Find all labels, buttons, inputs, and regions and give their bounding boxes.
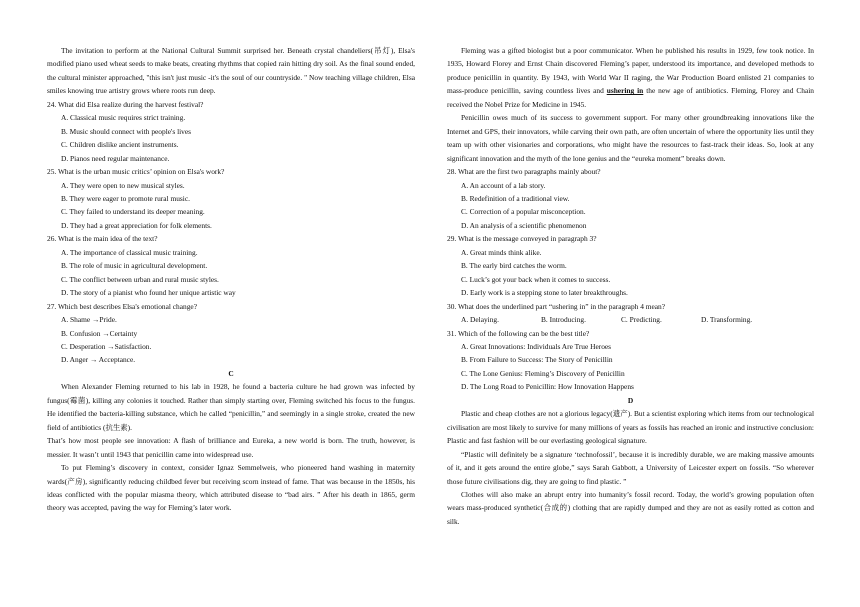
p4-text-after: the new age of antibiotics. Fleming, Florey and Chain received the Nobel Prize for Medicine in 1945. <box>447 86 814 109</box>
q26-option-b[interactable]: B. The role of music in agricultural development. <box>61 261 208 271</box>
q25-option-a[interactable]: A. They were open to new musical styles. <box>61 180 185 190</box>
question-29: 29. What is the message conveyed in paragraph 3? <box>447 234 597 244</box>
question-31: 31. Which of the following can be the best title? <box>447 328 590 338</box>
q25-option-c[interactable]: C. They failed to understand its deeper meaning. <box>61 207 205 217</box>
q26-option-a[interactable]: A. The importance of classical music training. <box>61 247 198 257</box>
q31-option-a[interactable]: A. Great Innovations: Individuals Are True Heroes <box>461 341 612 351</box>
q27-option-c[interactable]: C. Desperation →Satisfaction. <box>61 341 152 351</box>
q24-option-a[interactable]: A. Classical music requires strict training. <box>61 113 186 123</box>
passage-d-paragraph-2: “Plastic will definitely be a signature ‘technofossil’, because it is incredibly durable, we are making massive amounts of it, and it gets around the entire globe,” says Sarah Gabbott, a University of Leicester expert on fossils. “So wherever those future civilisations dig, they are going to find plastic. ” <box>447 449 814 486</box>
q27-option-d[interactable]: D. Anger → Acceptance. <box>61 355 136 365</box>
passage-c-paragraph-5: Penicillin owes much of its success to government support. For many other groundbreaking innovations like the Internet and GPS, their innovators, while carving their own path, are often uncertain of where the opportunity lies until they team up with other visionaries and corporations, who might have the resources to fast-track their ideas. So, look at any significant innovation and the myth of the lone genius and the “eureka moment” breaks down. <box>447 113 814 163</box>
q27-option-a[interactable]: A. Shame →Pride. <box>61 315 117 325</box>
q24-option-d[interactable]: D. Pianos need regular maintenance. <box>61 153 170 163</box>
q30-option-d[interactable]: D. Transforming. <box>701 315 753 325</box>
q28-option-c[interactable]: C. Correction of a popular misconception. <box>461 207 586 217</box>
q29-option-c[interactable]: C. Luck’s got your back when it comes to success. <box>461 274 611 284</box>
left-column <box>47 44 415 515</box>
q31-option-b[interactable]: B. From Failure to Success: The Story of Penicillin <box>461 355 613 365</box>
q26-option-d[interactable]: D. The story of a pianist who found her unique artistic way <box>61 288 236 298</box>
q30-option-b[interactable]: B. Introducing. <box>541 315 586 325</box>
question-25: 25. What is the urban music critics’ opinion on Elsa's work? <box>47 167 225 177</box>
q31-option-c[interactable]: C. The Lone Genius: Fleming’s Discovery of Penicillin <box>461 368 625 378</box>
question-28: 28. What are the first two paragraphs mainly about? <box>447 167 601 177</box>
q25-option-b[interactable]: B. They were eager to promote rural music. <box>61 193 190 203</box>
q28-option-d[interactable]: D. An analysis of a scientific phenomenon <box>461 220 587 230</box>
passage-c-paragraph-3: To put Fleming’s discovery in context, consider Ignaz Semmelweis, who pioneered hand washing in maternity wards(产房), significantly reducing childbed fever but receiving scorn instead of fame. That was because in the 1850s, his ideas conflicted with the popular miasma theory, which attributed disease to “bad airs. ” After his death in 1865, germ theory was accepted, paving the way for Fleming’s later work. <box>47 463 415 513</box>
section-c-heading: C <box>228 368 234 378</box>
underlined-phrase: ushering in <box>606 86 644 96</box>
question-30: 30. What does the underlined part “ushering in” in the paragraph 4 mean? <box>447 301 666 311</box>
q31-option-d[interactable]: D. The Long Road to Penicillin: How Innovation Happens <box>461 382 634 392</box>
passage-c-paragraph-1: When Alexander Fleming returned to his lab in 1928, he found a bacteria culture he had grown was infected by fungus(霉菌), killing any colonies it touched. Rather than simply starting over, Fleming switched his focus to the fungus. He identified the bacteria-killing substance, which he called “penicillin,” and seemingly in a single stroke, created the new field of antibiotics (抗生素). <box>47 382 415 432</box>
q30-option-a[interactable]: A. Delaying. <box>461 315 499 325</box>
section-d-heading: D <box>627 395 634 405</box>
q29-option-b[interactable]: B. The early bird catches the worm. <box>461 261 567 271</box>
question-27: 27. Which best describes Elsa's emotional change? <box>47 301 197 311</box>
question-26: 26. What is the main idea of the text? <box>47 234 158 244</box>
q29-option-a[interactable]: A. Great minds think alike. <box>461 247 542 257</box>
passage-c-paragraph-4 <box>447 44 814 111</box>
q26-option-c[interactable]: C. The conflict between urban and rural music styles. <box>61 274 219 284</box>
q28-option-b[interactable]: B. Redefinition of a traditional view. <box>461 193 570 203</box>
question-24: 24. What did Elsa realize during the harvest festival? <box>47 99 204 109</box>
passage-c-paragraph-2: That’s how most people see innovation: A flash of brilliance and Eureka, a new world is born. The truth, however, is messier. It wasn’t until 1943 that penicillin came into widespread use. <box>47 436 415 459</box>
q30-options-row <box>447 313 814 326</box>
q29-option-d[interactable]: D. Early work is a stepping stone to later breakthroughs. <box>461 288 628 298</box>
q30-option-c[interactable]: C. Predicting. <box>621 315 662 325</box>
q28-option-a[interactable]: A. An account of a lab story. <box>461 180 546 190</box>
q25-option-d[interactable]: D. They had a great appreciation for folk elements. <box>61 220 212 230</box>
right-column <box>447 44 814 528</box>
passage-b-ending: The invitation to perform at the National Cultural Summit surprised her. Beneath crystal chandeliers(吊灯), Elsa's modified piano used wheat seeds to make beats, creating rhythms that copied rain hitting dry soil. As the final sound ended, the cultural minister approached, "this isn't just music -it's the soul of our countryside. " Now teaching village children, Elsa smiles knowing true artistry grows where roots run deep. <box>47 46 415 96</box>
passage-d-paragraph-3: Clothes will also make an abrupt entry into humanity’s fossil record. Today, the world’s growing population often wears mass-produced synthetic(合成的) clothing that are rapidly dumped and they are not as easily rotted as cotton and silk. <box>447 489 814 526</box>
q24-option-b[interactable]: B. Music should connect with people's lives <box>61 126 192 136</box>
q27-option-b[interactable]: B. Confusion →Certainty <box>61 328 138 338</box>
p4-text-before: Fleming was a gifted biologist but a poor communicator. When he published his results in 1929, few took notice. In 1935, Howard Florey and Ernst Chain discovered Fleming’s paper, understood its importance, and developed methods to produce penicillin in quantity. By 1943, with World War II raging, the War Production Board enlisted 21 companies to mass-produce penicillin, saving countless lives and <box>447 46 814 96</box>
passage-d-paragraph-1: Plastic and cheap clothes are not a glorious legacy(遗产). But a scientist exploring which items from our technological civilisation are most likely to survive for many millions of years as fossils has reached an ironic and instructive conclusion: Plastic and fast fashion will be our everlasting geological signature. <box>447 409 814 446</box>
q24-option-c[interactable]: C. Children dislike ancient instruments. <box>61 140 179 150</box>
